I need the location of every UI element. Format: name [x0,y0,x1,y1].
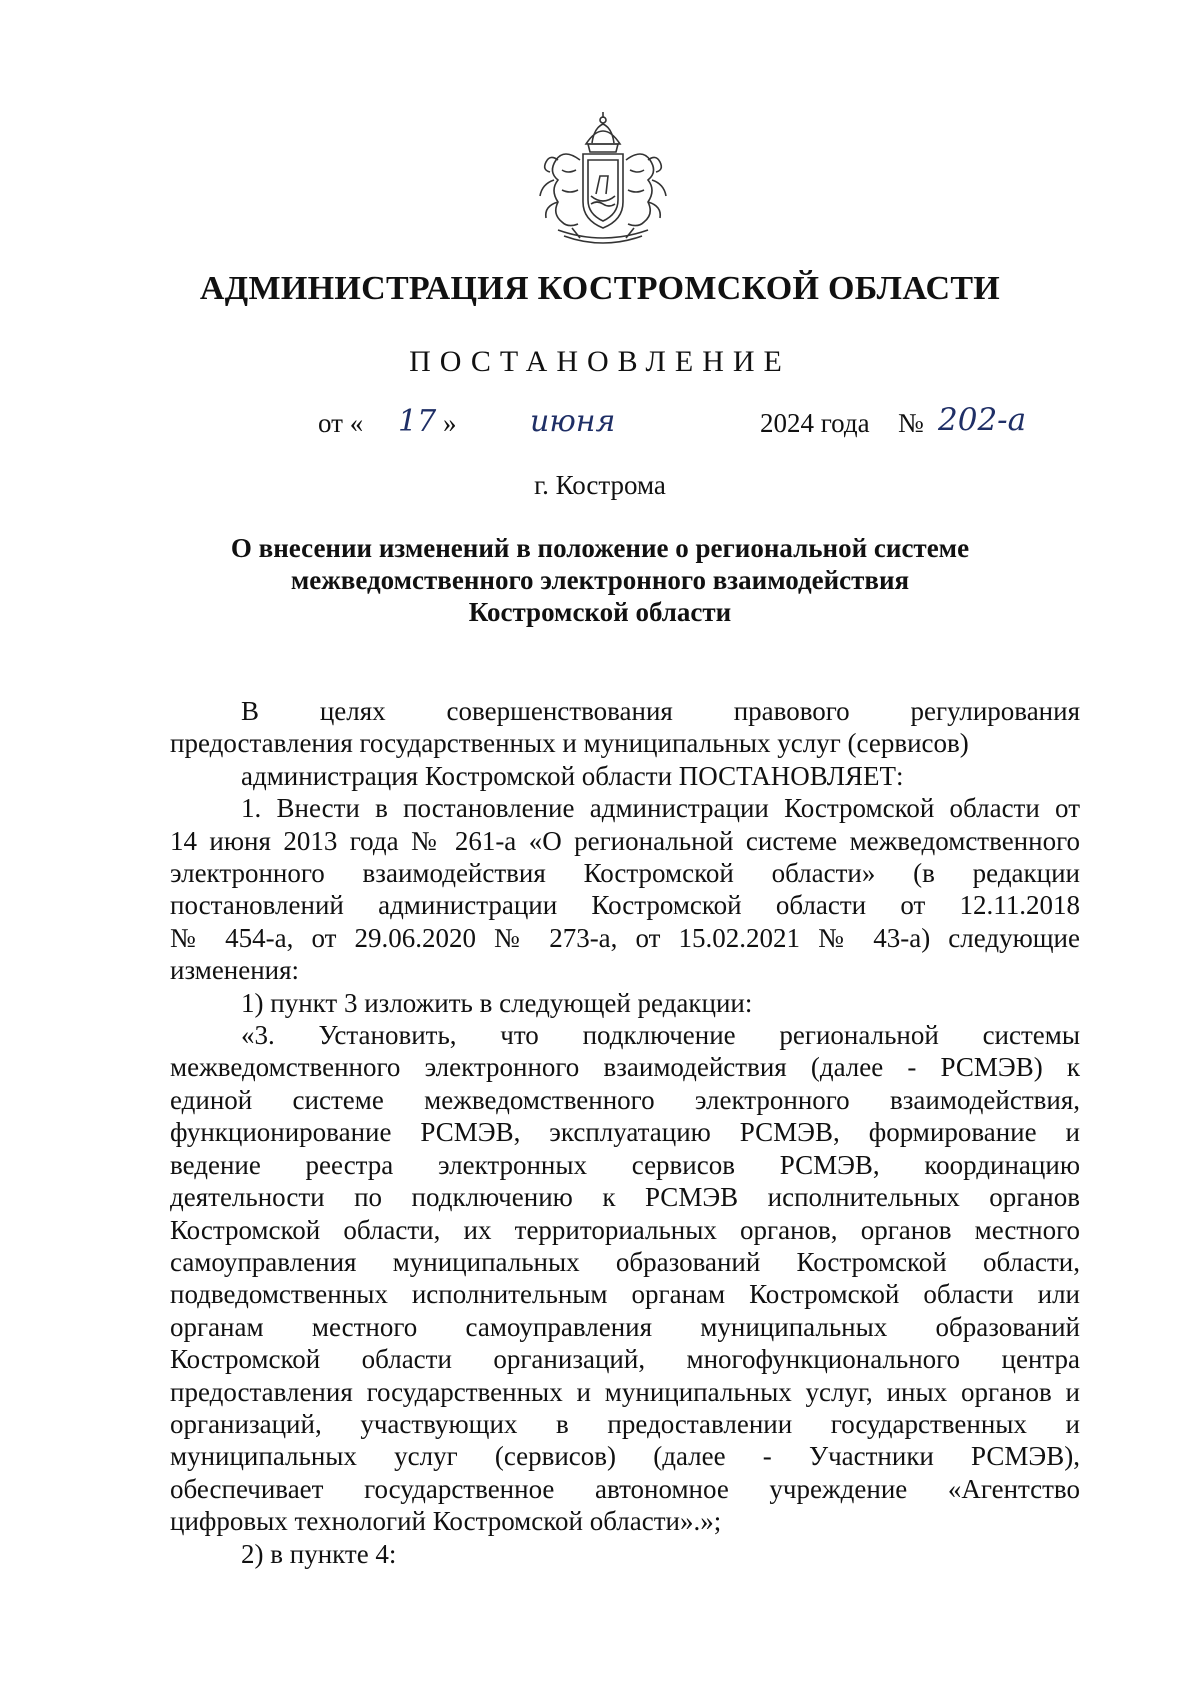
organization-title: АДМИНИСТРАЦИЯ КОСТРОМСКОЙ ОБЛАСТИ [199,270,1001,307]
document-subject [180,532,1020,628]
document-body [170,695,1080,1570]
body-line: предоставления государственных и муниципальных услуг (сервисов) [170,728,969,759]
body-line: изменения: [170,955,300,986]
body-line: постановлений администрации Костромской области от 12.11.2018 [170,890,1080,921]
body-line: предоставления государственных и муниципальных услуг, иных органов и [170,1376,1080,1407]
date-day: 17 [398,404,437,439]
body-line: межведомственного электронного взаимодействия (далее - РСМЭВ) к [170,1052,1080,1083]
date-month: июня [530,404,616,439]
body-line: деятельности по подключению к РСМЭВ исполнительных органов [170,1182,1080,1213]
date-year: 2024 года [760,408,870,438]
subject-line: межведомственного электронного взаимодействия [290,565,910,595]
body-line: цифровых технологий Костромской области».»; [170,1506,722,1537]
subject-line: О внесении изменений в положение о региональной системе [230,533,970,563]
city: г. Кострома [534,470,666,500]
body-line: обеспечивает государственное автономное учреждение «Агентство [170,1473,1080,1504]
body-line: администрация Костромской области ПОСТАНОВЛЯЕТ: [241,760,904,791]
body-line: организаций, участвующих в предоставлении государственных и [170,1408,1080,1439]
body-line: единой системе межведомственного электронного взаимодействия, [170,1084,1080,1115]
date-suffix: » [443,408,457,438]
document-type: ПОСТАНОВЛЕНИЕ [409,345,791,378]
date-line [0,402,1200,448]
body-line: функционирование РСМЭВ, эксплуатацию РСМЭВ, формирование и [170,1117,1080,1148]
body-line: 1) пункт 3 изложить в следующей редакции: [241,987,753,1018]
date-prefix: от « [318,408,364,438]
number-label: № [898,408,924,438]
body-line: самоуправления муниципальных образований Костромской области, [170,1246,1080,1277]
body-line: 2) в пункте 4: [241,1538,397,1569]
body-line: ведение реестра электронных сервисов РСМЭВ, координацию [170,1149,1080,1180]
body-line: № 454-а, от 29.06.2020 № 273-а, от 15.02.2021 № 43-а) следующие [170,922,1080,953]
body-line: Костромской области организаций, многофункционального центра [170,1344,1080,1375]
body-line: «3. Установить, что подключение региональной системы [241,1020,1080,1051]
body-line: органам местного самоуправления муниципальных образований [170,1311,1080,1342]
body-line: муниципальных услуг (сервисов) (далее - Участники РСМЭВ), [170,1441,1080,1472]
body-line: подведомственных исполнительным органам Костромской области или [170,1279,1080,1310]
body-line: 14 июня 2013 года № 261-а «О региональной системе межведомственного [170,825,1080,856]
body-line: В целях совершенствования правового регулирования [241,696,1080,726]
body-line: электронного взаимодействия Костромской области» (в редакции [170,858,1080,889]
body-line: Костромской области, их территориальных органов, органов местного [170,1214,1080,1245]
body-line: 1. Внести в постановление администрации Костромской области от [241,793,1080,824]
number-value: 202-а [938,402,1027,438]
kostroma-coat-of-arms-icon [528,110,678,252]
subject-line: Костромской области [468,597,732,627]
